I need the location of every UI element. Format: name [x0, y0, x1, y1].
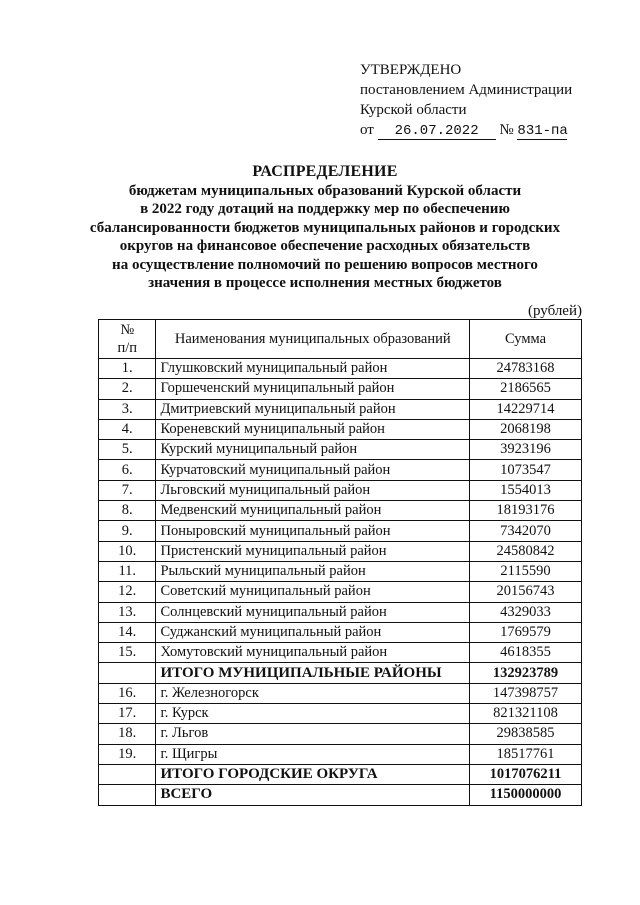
table-row	[99, 704, 582, 724]
title-line: значения в процессе исполнения местных бюджетов	[148, 275, 502, 291]
cell-name: Рыльский муниципальный район	[156, 561, 470, 581]
table-row	[99, 582, 582, 602]
cell-sum: 1017076211	[470, 764, 582, 784]
cell-name: Курский муниципальный район	[156, 440, 470, 460]
cell-sum: 4618355	[470, 643, 582, 663]
cell-name: г. Льгов	[156, 724, 470, 744]
cell-sum: 147398757	[470, 683, 582, 703]
cell-sum: 821321108	[470, 704, 582, 724]
cell-sum: 4329033	[470, 602, 582, 622]
cell-sum: 24580842	[470, 541, 582, 561]
cell-sum: 18517761	[470, 744, 582, 764]
cell-number: 10.	[99, 541, 156, 561]
cell-sum: 1554013	[470, 480, 582, 500]
cell-name: Кореневский муниципальный район	[156, 419, 470, 439]
cell-name: Советский муниципальный район	[156, 582, 470, 602]
cell-name: Солнцевский муниципальный район	[156, 602, 470, 622]
approval-heading: УТВЕРЖДЕНО	[360, 62, 462, 78]
table-row	[99, 399, 582, 419]
title-line: бюджетам муниципальных образований Курской области	[128, 182, 522, 199]
cell-name: Пристенский муниципальный район	[156, 541, 470, 561]
table-row	[99, 480, 582, 500]
approval-date-line	[360, 120, 630, 140]
cell-number: 9.	[99, 521, 156, 541]
cell-number	[99, 663, 156, 683]
table-row	[99, 561, 582, 581]
approval-block	[360, 60, 630, 140]
table-row	[99, 622, 582, 642]
table-total-row	[99, 764, 582, 784]
cell-number: 12.	[99, 582, 156, 602]
header-number: № п/п	[99, 320, 156, 359]
cell-sum: 7342070	[470, 521, 582, 541]
table-row	[99, 359, 582, 379]
cell-sum: 20156743	[470, 582, 582, 602]
header-name: Наименования муниципальных образований	[156, 320, 470, 359]
cell-sum: 2186565	[470, 379, 582, 399]
table-row	[99, 521, 582, 541]
header-sum: Сумма	[470, 320, 582, 359]
table-row	[99, 643, 582, 663]
cell-name: г. Курск	[156, 704, 470, 724]
distribution-table	[98, 319, 582, 806]
cell-sum: 132923789	[470, 663, 582, 683]
cell-number: 7.	[99, 480, 156, 500]
table-total-row	[99, 785, 582, 805]
cell-number: 1.	[99, 359, 156, 379]
cell-sum: 2068198	[470, 419, 582, 439]
cell-number: 14.	[99, 622, 156, 642]
table-row	[99, 602, 582, 622]
cell-sum: 1769579	[470, 622, 582, 642]
table-row	[99, 724, 582, 744]
cell-number: 18.	[99, 724, 156, 744]
cell-name: Горшеченский муниципальный район	[156, 379, 470, 399]
cell-number: 6.	[99, 460, 156, 480]
cell-number: 16.	[99, 683, 156, 703]
cell-name: ИТОГО МУНИЦИПАЛЬНЫЕ РАЙОНЫ	[156, 663, 470, 683]
cell-number: 15.	[99, 643, 156, 663]
cell-sum: 1150000000	[470, 785, 582, 805]
cell-name: Курчатовский муниципальный район	[156, 460, 470, 480]
cell-sum: 14229714	[470, 399, 582, 419]
cell-number: 13.	[99, 602, 156, 622]
cell-name: г. Щигры	[156, 744, 470, 764]
table-row	[99, 460, 582, 480]
approval-line-3: Курской области	[360, 102, 467, 118]
cell-name: Дмитриевский муниципальный район	[156, 399, 470, 419]
cell-name: Поныровский муниципальный район	[156, 521, 470, 541]
approval-number: 831-па	[517, 123, 568, 139]
cell-number: 11.	[99, 561, 156, 581]
cell-number	[99, 785, 156, 805]
title-line: сбалансированности бюджетов муниципальных районов и городских	[89, 219, 561, 236]
table-row	[99, 440, 582, 460]
cell-name: Льговский муниципальный район	[156, 480, 470, 500]
cell-sum: 1073547	[470, 460, 582, 480]
cell-number: 3.	[99, 399, 156, 419]
cell-number: 8.	[99, 501, 156, 521]
cell-number: 4.	[99, 419, 156, 439]
table-header-row	[99, 320, 582, 359]
cell-name: ВСЕГО	[156, 785, 470, 805]
cell-number	[99, 764, 156, 784]
cell-sum: 2115590	[470, 561, 582, 581]
cell-name: Хомутовский муниципальный район	[156, 643, 470, 663]
table-total-row	[99, 663, 582, 683]
document-title	[60, 163, 590, 293]
cell-name: Глушковский муниципальный район	[156, 359, 470, 379]
cell-name: Суджанский муниципальный район	[156, 622, 470, 642]
cell-number: 5.	[99, 440, 156, 460]
table-row	[99, 683, 582, 703]
cell-sum: 18193176	[470, 501, 582, 521]
cell-sum: 3923196	[470, 440, 582, 460]
cell-name: ИТОГО ГОРОДСКИЕ ОКРУГА	[156, 764, 470, 784]
from-label: от	[360, 122, 374, 138]
table-row	[99, 379, 582, 399]
table-row	[99, 419, 582, 439]
cell-name: г. Железногорск	[156, 683, 470, 703]
table-row	[99, 744, 582, 764]
cell-sum: 24783168	[470, 359, 582, 379]
title-line: округов на финансовое обеспечение расходных обязательств	[119, 238, 531, 254]
approval-line-2: постановлением Администрации	[360, 82, 573, 98]
title-line: на осуществление полномочий по решению вопросов местного	[112, 256, 538, 273]
title-main: РАСПРЕДЕЛЕНИЕ	[252, 163, 398, 180]
cell-name: Медвенский муниципальный район	[156, 501, 470, 521]
cell-number: 17.	[99, 704, 156, 724]
approval-date: 26.07.2022	[378, 123, 496, 140]
cell-sum: 29838585	[470, 724, 582, 744]
unit-label: (рублей)	[527, 303, 582, 319]
cell-number: 2.	[99, 379, 156, 399]
table-row	[99, 541, 582, 561]
title-line: в 2022 году дотаций на поддержку мер по обеспечению	[140, 201, 510, 217]
table-row	[99, 501, 582, 521]
number-label: №	[499, 122, 514, 138]
cell-number: 19.	[99, 744, 156, 764]
